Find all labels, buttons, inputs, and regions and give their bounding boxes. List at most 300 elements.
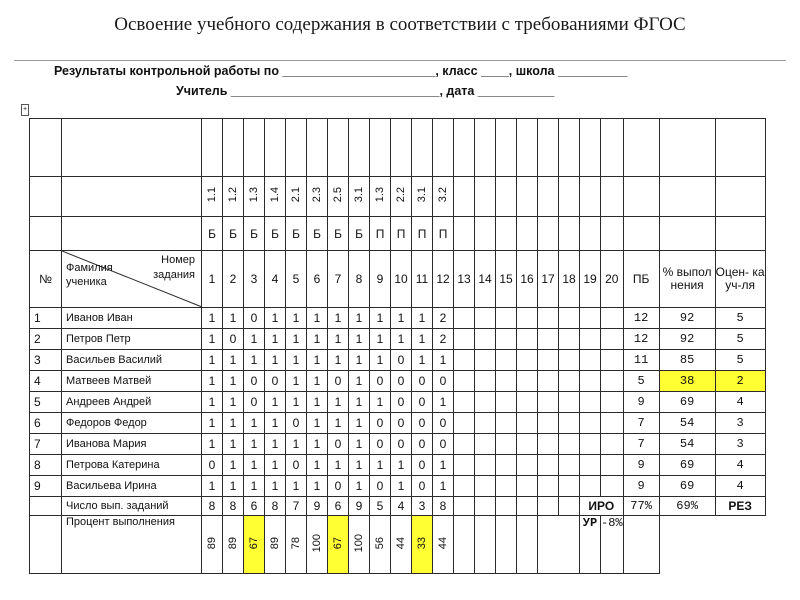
- percent-cell: [454, 516, 475, 574]
- blank-cell: [265, 119, 286, 177]
- score-cell: [475, 413, 496, 434]
- score-cell: 1: [307, 413, 328, 434]
- pb-header: ПБ: [623, 251, 659, 308]
- title-divider: [14, 60, 786, 61]
- score-cell: 1: [244, 413, 265, 434]
- level-cell: [496, 217, 517, 251]
- code-cell: [433, 177, 454, 217]
- score-cell: [517, 350, 538, 371]
- percent-cell: [223, 516, 244, 574]
- blank-cell: [580, 119, 601, 177]
- student-row: [30, 308, 766, 329]
- score-cell: 1: [223, 392, 244, 413]
- iro-pct: 69%: [659, 497, 715, 516]
- score-cell: 1: [223, 476, 244, 497]
- score-cell: [517, 329, 538, 350]
- score-cell: [517, 455, 538, 476]
- score-cell: [559, 392, 580, 413]
- student-number: 9: [30, 476, 62, 497]
- task-number-cell: 13: [454, 251, 475, 308]
- score-cell: 1: [328, 308, 349, 329]
- count-cell: [454, 497, 475, 516]
- count-cell: [538, 497, 559, 516]
- code-cell: [349, 177, 370, 217]
- student-row: [30, 329, 766, 350]
- task-number-cell: 1: [202, 251, 223, 308]
- task-number-cell: 10: [391, 251, 412, 308]
- score-cell: 0: [202, 455, 223, 476]
- blank-cell: [370, 119, 391, 177]
- score-cell: 1: [328, 350, 349, 371]
- code-cell: [202, 177, 223, 217]
- count-cell: 8: [202, 497, 223, 516]
- name-header-cell: [62, 251, 202, 308]
- score-cell: 1: [349, 413, 370, 434]
- task-number-cell: 6: [307, 251, 328, 308]
- header-numbers-row: [30, 251, 766, 308]
- score-cell: 1: [370, 350, 391, 371]
- level-cell: Б: [244, 217, 265, 251]
- percent-value: 78: [290, 536, 302, 550]
- student-row: [30, 371, 766, 392]
- task-number-cell: 9: [370, 251, 391, 308]
- level-cell: [538, 217, 559, 251]
- header-codes-row: [30, 177, 766, 217]
- level-cell: [601, 217, 624, 251]
- code-value: 1.3: [374, 187, 386, 203]
- blank-cell: [659, 177, 715, 217]
- iro-label: ИРО: [580, 497, 624, 516]
- score-cell: 0: [244, 308, 265, 329]
- count-cell: 4: [391, 497, 412, 516]
- pb-value: 9: [623, 455, 659, 476]
- score-cell: 1: [265, 476, 286, 497]
- blank-cell: [433, 119, 454, 177]
- pct-value: 38: [659, 371, 715, 392]
- score-cell: 0: [370, 413, 391, 434]
- grade-value: 5: [715, 350, 765, 371]
- task-number-cell: 7: [328, 251, 349, 308]
- score-cell: [496, 476, 517, 497]
- code-cell: [454, 177, 475, 217]
- score-cell: 0: [370, 476, 391, 497]
- score-cell: [454, 392, 475, 413]
- score-cell: 0: [328, 434, 349, 455]
- score-cell: 1: [349, 350, 370, 371]
- level-cell: Б: [286, 217, 307, 251]
- percent-value: 44: [437, 536, 449, 550]
- code-value: 2.1: [290, 187, 302, 203]
- count-cell: 6: [328, 497, 349, 516]
- score-cell: 1: [223, 308, 244, 329]
- task-number-cell: 16: [517, 251, 538, 308]
- score-cell: [538, 392, 559, 413]
- blank-cell: [391, 119, 412, 177]
- score-cell: [559, 476, 580, 497]
- code-value: 2.3: [311, 187, 323, 203]
- score-cell: 1: [286, 371, 307, 392]
- score-cell: 0: [433, 413, 454, 434]
- rez-label: РЕЗ: [715, 497, 765, 516]
- score-cell: 0: [391, 371, 412, 392]
- score-cell: 0: [370, 371, 391, 392]
- level-cell: Б: [202, 217, 223, 251]
- score-cell: [601, 329, 624, 350]
- score-cell: [475, 455, 496, 476]
- score-cell: [559, 455, 580, 476]
- student-number: 8: [30, 455, 62, 476]
- percent-value: 67: [332, 536, 344, 550]
- student-name: Матвеев Матвей: [62, 371, 202, 392]
- score-cell: 1: [370, 308, 391, 329]
- level-cell: П: [370, 217, 391, 251]
- level-cell: [517, 217, 538, 251]
- score-cell: 1: [265, 455, 286, 476]
- score-cell: [538, 434, 559, 455]
- score-cell: 0: [433, 434, 454, 455]
- student-row: [30, 392, 766, 413]
- score-cell: 1: [328, 329, 349, 350]
- blank-cell: [30, 119, 62, 177]
- percent-cell: [391, 516, 412, 574]
- score-cell: 1: [307, 392, 328, 413]
- code-cell: [244, 177, 265, 217]
- header-levels-row: [30, 217, 766, 251]
- pct-value: 85: [659, 350, 715, 371]
- blank-cell: [715, 119, 765, 177]
- score-cell: 1: [265, 392, 286, 413]
- score-cell: 0: [391, 392, 412, 413]
- score-cell: [475, 434, 496, 455]
- score-cell: 1: [265, 329, 286, 350]
- score-cell: [454, 308, 475, 329]
- percent-cell: [328, 516, 349, 574]
- score-cell: [517, 476, 538, 497]
- score-cell: 1: [265, 350, 286, 371]
- code-cell: [370, 177, 391, 217]
- blank-cell: [538, 516, 580, 574]
- score-cell: 1: [391, 308, 412, 329]
- task-number-cell: 20: [601, 251, 624, 308]
- score-cell: 1: [349, 476, 370, 497]
- task-number-cell: 12: [433, 251, 454, 308]
- score-cell: [517, 371, 538, 392]
- grade-value: 4: [715, 392, 765, 413]
- score-cell: 0: [328, 476, 349, 497]
- score-cell: 1: [349, 434, 370, 455]
- grade-header: Оцен- ка уч-ля: [715, 251, 765, 308]
- task-number-cell: 2: [223, 251, 244, 308]
- score-cell: [559, 413, 580, 434]
- score-cell: 2: [433, 308, 454, 329]
- summary-percent-row: [30, 516, 766, 574]
- score-cell: 1: [412, 308, 433, 329]
- percent-cell: [349, 516, 370, 574]
- student-number: 5: [30, 392, 62, 413]
- task-label: задания: [153, 269, 195, 281]
- level-cell: Б: [265, 217, 286, 251]
- score-cell: 1: [202, 392, 223, 413]
- iro-pb: 77%: [623, 497, 659, 516]
- score-cell: 0: [391, 413, 412, 434]
- code-cell: [286, 177, 307, 217]
- score-cell: 1: [412, 350, 433, 371]
- score-cell: 2: [433, 329, 454, 350]
- pct-value: 92: [659, 308, 715, 329]
- score-cell: [517, 308, 538, 329]
- level-cell: Б: [328, 217, 349, 251]
- task-number-cell: 18: [559, 251, 580, 308]
- score-cell: 1: [412, 329, 433, 350]
- pct-value: 69: [659, 392, 715, 413]
- score-cell: 1: [328, 392, 349, 413]
- percent-value: 56: [374, 536, 386, 550]
- score-cell: [454, 413, 475, 434]
- score-cell: 0: [391, 350, 412, 371]
- score-cell: 0: [328, 371, 349, 392]
- percent-value: 67: [248, 536, 260, 550]
- code-value: 2.2: [395, 187, 407, 203]
- score-cell: [538, 413, 559, 434]
- percent-cell: [370, 516, 391, 574]
- blank-cell: [623, 119, 659, 177]
- score-cell: [601, 455, 624, 476]
- score-cell: 0: [412, 392, 433, 413]
- score-cell: 1: [244, 455, 265, 476]
- results-table: [29, 118, 766, 574]
- num-header: №: [30, 251, 62, 308]
- task-number-cell: 3: [244, 251, 265, 308]
- score-cell: 1: [307, 350, 328, 371]
- count-cell: 9: [307, 497, 328, 516]
- blank-cell: [715, 177, 765, 217]
- score-cell: 1: [433, 392, 454, 413]
- score-cell: 1: [307, 371, 328, 392]
- student-name: Иванова Мария: [62, 434, 202, 455]
- score-cell: 1: [307, 434, 328, 455]
- level-cell: Б: [307, 217, 328, 251]
- student-name: Петрова Катерина: [62, 455, 202, 476]
- score-cell: 1: [286, 329, 307, 350]
- blank-cell: [623, 217, 659, 251]
- score-cell: 1: [307, 308, 328, 329]
- score-cell: 1: [265, 308, 286, 329]
- score-cell: 0: [412, 476, 433, 497]
- score-cell: [454, 350, 475, 371]
- blank-cell: [517, 119, 538, 177]
- blank-cell: [601, 119, 624, 177]
- blank-cell: [30, 177, 62, 217]
- score-cell: 1: [370, 392, 391, 413]
- pct-value: 69: [659, 476, 715, 497]
- score-cell: [601, 308, 624, 329]
- pct-header: % выпол нения: [659, 251, 715, 308]
- percent-cell: [412, 516, 433, 574]
- score-cell: 1: [370, 329, 391, 350]
- score-cell: 1: [223, 350, 244, 371]
- pct-value: 92: [659, 329, 715, 350]
- grade-value: 4: [715, 455, 765, 476]
- score-cell: 0: [391, 434, 412, 455]
- percent-cell: [265, 516, 286, 574]
- score-cell: 1: [286, 434, 307, 455]
- score-cell: 1: [349, 371, 370, 392]
- task-number-cell: 17: [538, 251, 559, 308]
- score-cell: [475, 392, 496, 413]
- score-cell: [559, 371, 580, 392]
- score-cell: 1: [244, 329, 265, 350]
- table-anchor-icon: +: [21, 104, 29, 116]
- pb-value: 12: [623, 308, 659, 329]
- ur-label: УР: [580, 516, 601, 574]
- score-cell: [454, 434, 475, 455]
- score-cell: [496, 308, 517, 329]
- count-cell: 8: [433, 497, 454, 516]
- student-number: 2: [30, 329, 62, 350]
- level-cell: [454, 217, 475, 251]
- score-cell: 1: [349, 455, 370, 476]
- pct-value: 54: [659, 413, 715, 434]
- code-value: 1.3: [248, 187, 260, 203]
- level-cell: Б: [349, 217, 370, 251]
- student-name: Васильев Василий: [62, 350, 202, 371]
- blank-cell: [244, 119, 265, 177]
- score-cell: 1: [202, 350, 223, 371]
- score-cell: 1: [202, 371, 223, 392]
- level-cell: П: [391, 217, 412, 251]
- score-cell: 1: [391, 329, 412, 350]
- score-cell: 1: [202, 329, 223, 350]
- student-number: 6: [30, 413, 62, 434]
- score-cell: 1: [307, 476, 328, 497]
- count-cell: [475, 497, 496, 516]
- task-number-cell: 5: [286, 251, 307, 308]
- score-cell: 1: [349, 329, 370, 350]
- code-cell: [601, 177, 624, 217]
- blank-cell: [454, 119, 475, 177]
- code-label: [62, 177, 202, 217]
- code-value: 1.1: [206, 187, 218, 203]
- score-cell: [559, 329, 580, 350]
- score-cell: [496, 350, 517, 371]
- score-cell: 1: [370, 455, 391, 476]
- code-cell: [475, 177, 496, 217]
- score-cell: 1: [223, 371, 244, 392]
- percent-cell: [496, 516, 517, 574]
- score-cell: [601, 434, 624, 455]
- summary-count-row: [30, 497, 766, 516]
- task-number-cell: 11: [412, 251, 433, 308]
- score-cell: [538, 476, 559, 497]
- blank-cell: [30, 516, 62, 574]
- percent-cell: [244, 516, 265, 574]
- score-cell: 1: [223, 434, 244, 455]
- count-cell: 8: [223, 497, 244, 516]
- score-cell: 0: [433, 371, 454, 392]
- score-cell: 1: [244, 476, 265, 497]
- code-cell: [265, 177, 286, 217]
- score-cell: 1: [265, 434, 286, 455]
- count-cell: 5: [370, 497, 391, 516]
- percent-cell: [433, 516, 454, 574]
- score-cell: [601, 371, 624, 392]
- score-cell: [601, 476, 624, 497]
- score-cell: [580, 434, 601, 455]
- student-name-label: Фамилия ученика: [66, 262, 113, 288]
- score-cell: [475, 371, 496, 392]
- percent-value: 33: [416, 536, 428, 550]
- score-cell: [580, 455, 601, 476]
- percent-cell: [286, 516, 307, 574]
- score-cell: 1: [202, 434, 223, 455]
- percent-value: 89: [227, 536, 239, 550]
- score-cell: 0: [244, 371, 265, 392]
- pb-value: 5: [623, 371, 659, 392]
- score-cell: [580, 350, 601, 371]
- level-cell: П: [412, 217, 433, 251]
- pct-value: 69: [659, 455, 715, 476]
- header-blank-row: [30, 119, 766, 177]
- count-cell: 8: [265, 497, 286, 516]
- blank-cell: [30, 217, 62, 251]
- level-cell: [580, 217, 601, 251]
- code-value: 2.5: [332, 187, 344, 203]
- score-cell: 1: [307, 329, 328, 350]
- task-number-cell: 8: [349, 251, 370, 308]
- student-row: [30, 413, 766, 434]
- code-cell: [580, 177, 601, 217]
- score-cell: [580, 308, 601, 329]
- blank-cell: [62, 119, 202, 177]
- score-cell: [496, 413, 517, 434]
- score-cell: [454, 371, 475, 392]
- score-cell: [517, 392, 538, 413]
- blank-cell: [659, 217, 715, 251]
- code-cell: [307, 177, 328, 217]
- blank-cell: [328, 119, 349, 177]
- code-cell: [538, 177, 559, 217]
- grade-value: 5: [715, 308, 765, 329]
- score-cell: [496, 329, 517, 350]
- count-cell: 3: [412, 497, 433, 516]
- pb-value: 9: [623, 476, 659, 497]
- score-cell: [559, 308, 580, 329]
- score-cell: 0: [370, 434, 391, 455]
- score-cell: [538, 350, 559, 371]
- percent-value: 100: [353, 533, 365, 553]
- score-cell: 1: [391, 455, 412, 476]
- score-cell: 0: [412, 413, 433, 434]
- score-cell: 0: [412, 371, 433, 392]
- score-cell: 1: [286, 350, 307, 371]
- task-number-cell: 14: [475, 251, 496, 308]
- blank-cell: [623, 516, 659, 574]
- blank-cell: [307, 119, 328, 177]
- score-cell: 1: [433, 476, 454, 497]
- percent-cell: [517, 516, 538, 574]
- grade-value: 4: [715, 476, 765, 497]
- score-cell: 1: [244, 434, 265, 455]
- code-cell: [391, 177, 412, 217]
- pb-value: 11: [623, 350, 659, 371]
- code-cell: [412, 177, 433, 217]
- code-value: 3.1: [416, 187, 428, 203]
- student-name: Андреев Андрей: [62, 392, 202, 413]
- form-line-teacher: Учитель ______________________________, дата ___________: [176, 84, 555, 98]
- task-number-cell: 4: [265, 251, 286, 308]
- count-cell: [496, 497, 517, 516]
- level-cell: Б: [223, 217, 244, 251]
